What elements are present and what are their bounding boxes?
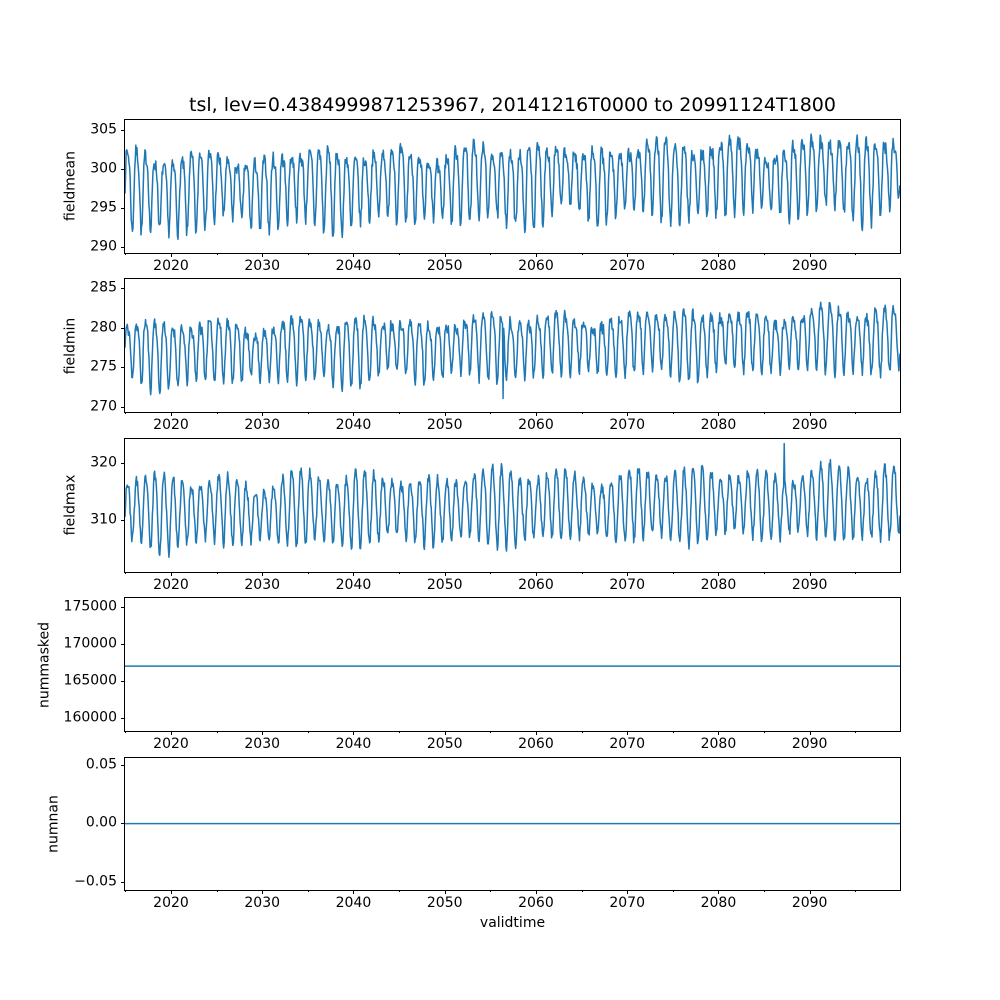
x-major-tick (171, 253, 172, 257)
x-minor-tick (764, 253, 765, 255)
x-minor-tick (490, 731, 491, 733)
x-minor-tick (217, 890, 218, 892)
x-major-tick (536, 572, 537, 576)
x-minor-tick (125, 731, 126, 733)
y-tick (121, 765, 125, 766)
y-tick (121, 367, 125, 368)
x-minor-tick (125, 890, 126, 892)
x-tick-label: 2060 (518, 257, 554, 274)
x-minor-tick (764, 412, 765, 414)
x-tick-label: 2020 (153, 895, 189, 912)
x-major-tick (353, 412, 354, 416)
y-axis-label-fieldmean: fieldmean (62, 151, 79, 222)
y-tick-label: 305 (90, 121, 117, 138)
y-tick-label: 0.00 (85, 814, 117, 831)
x-major-tick (718, 731, 719, 735)
x-minor-tick (490, 412, 491, 414)
y-axis-label-nummasked: nummasked (36, 621, 53, 708)
subplot-numnan (125, 758, 900, 891)
x-minor-tick (490, 253, 491, 255)
x-minor-tick (308, 890, 309, 892)
x-major-tick (445, 412, 446, 416)
x-major-tick (627, 412, 628, 416)
x-major-tick (353, 253, 354, 257)
x-minor-tick (673, 731, 674, 733)
x-tick-label: 2030 (244, 257, 281, 274)
x-tick-label: 2020 (153, 736, 189, 752)
x-tick-label: 2040 (335, 895, 372, 912)
x-tick-label: 2020 (153, 257, 189, 274)
y-tick-label: 165000 (63, 672, 117, 689)
x-minor-tick (673, 253, 674, 255)
x-minor-tick (399, 412, 400, 414)
figure-title: tsl, lev=0.4384999871253967, 20141216T0000 to 20991124T1800 (189, 94, 836, 116)
x-major-tick (536, 890, 537, 894)
y-tick (121, 407, 125, 408)
x-major-tick (445, 890, 446, 894)
x-major-tick (627, 253, 628, 257)
x-major-tick (627, 890, 628, 894)
x-minor-tick (582, 412, 583, 414)
x-minor-tick (490, 890, 491, 892)
y-tick (121, 208, 125, 209)
x-tick-label: 2060 (518, 576, 554, 593)
x-minor-tick (399, 731, 400, 733)
series-line-fieldmean (125, 134, 900, 239)
x-minor-tick (764, 572, 765, 574)
x-minor-tick (125, 412, 126, 414)
subplot-fieldmean (125, 120, 900, 253)
x-tick-label: 2030 (244, 895, 281, 912)
x-major-tick (627, 731, 628, 735)
y-axis-label-fieldmin: fieldmin (62, 317, 79, 375)
x-minor-tick (855, 890, 856, 892)
x-tick-label: 2040 (335, 417, 372, 434)
x-minor-tick (764, 890, 765, 892)
y-tick-label: 310 (90, 511, 117, 528)
x-major-tick (810, 731, 811, 735)
x-tick-label: 2090 (791, 576, 828, 593)
x-minor-tick (125, 572, 126, 574)
y-axis-label-fieldmax: fieldmax (62, 474, 79, 536)
y-tick (121, 607, 125, 608)
x-minor-tick (308, 572, 309, 574)
x-tick-label: 2090 (791, 895, 828, 912)
subplot-fieldmin (125, 279, 900, 412)
x-tick-label: 2070 (609, 417, 646, 434)
x-tick-label: 2070 (609, 895, 646, 912)
y-tick (121, 681, 125, 682)
x-tick-label: 2050 (426, 895, 463, 912)
x-axis-title: validtime (479, 915, 546, 931)
y-tick-label: 320 (90, 454, 117, 471)
x-major-tick (171, 572, 172, 576)
y-tick-label: 280 (90, 319, 117, 336)
x-major-tick (262, 412, 263, 416)
y-tick (121, 328, 125, 329)
x-minor-tick (855, 253, 856, 255)
x-minor-tick (582, 731, 583, 733)
x-major-tick (810, 412, 811, 416)
x-tick-label: 2050 (426, 417, 463, 434)
y-tick (121, 520, 125, 521)
x-tick-label: 2030 (244, 736, 281, 752)
x-major-tick (718, 253, 719, 257)
y-tick (121, 644, 125, 645)
subplot-nummasked (125, 598, 900, 731)
y-tick-label: 175000 (63, 598, 117, 615)
x-major-tick (810, 890, 811, 894)
x-minor-tick (217, 731, 218, 733)
x-tick-label: 2020 (153, 417, 189, 434)
x-major-tick (810, 253, 811, 257)
x-tick-label: 2050 (426, 257, 463, 274)
x-minor-tick (399, 572, 400, 574)
x-minor-tick (125, 253, 126, 255)
x-tick-label: 2060 (518, 417, 554, 434)
x-tick-label: 2070 (609, 736, 646, 752)
x-tick-label: 2040 (335, 257, 372, 274)
x-major-tick (536, 412, 537, 416)
x-tick-label: 2060 (518, 736, 554, 752)
x-tick-label: 2060 (518, 895, 554, 912)
x-major-tick (262, 731, 263, 735)
y-tick (121, 823, 125, 824)
x-minor-tick (490, 572, 491, 574)
x-tick-label: 2050 (426, 576, 463, 593)
x-tick-label: 2090 (791, 257, 828, 274)
x-tick-label: 2020 (153, 576, 189, 593)
x-minor-tick (217, 572, 218, 574)
x-minor-tick (582, 572, 583, 574)
x-major-tick (536, 731, 537, 735)
x-major-tick (353, 890, 354, 894)
y-tick-label: 170000 (63, 635, 117, 652)
x-major-tick (445, 253, 446, 257)
x-major-tick (627, 572, 628, 576)
x-minor-tick (764, 731, 765, 733)
y-tick (121, 130, 125, 131)
x-major-tick (171, 412, 172, 416)
x-major-tick (718, 890, 719, 894)
y-tick-label: 300 (90, 160, 117, 177)
x-tick-label: 2030 (244, 576, 281, 593)
x-tick-label: 2080 (700, 417, 737, 434)
x-major-tick (445, 572, 446, 576)
y-tick (121, 247, 125, 248)
series-line-fieldmax (125, 443, 900, 557)
y-tick (121, 882, 125, 883)
x-major-tick (262, 572, 263, 576)
x-minor-tick (855, 572, 856, 574)
x-major-tick (171, 731, 172, 735)
y-tick (121, 169, 125, 170)
subplot-fieldmax (125, 439, 900, 572)
y-tick (121, 288, 125, 289)
y-tick-label: 290 (90, 238, 117, 255)
x-major-tick (810, 572, 811, 576)
x-tick-label: 2070 (609, 576, 646, 593)
x-minor-tick (308, 253, 309, 255)
x-minor-tick (399, 253, 400, 255)
x-tick-label: 2040 (335, 736, 372, 752)
x-major-tick (262, 890, 263, 894)
x-minor-tick (217, 412, 218, 414)
x-major-tick (445, 731, 446, 735)
x-minor-tick (308, 412, 309, 414)
x-minor-tick (855, 731, 856, 733)
x-tick-label: 2090 (791, 417, 828, 434)
y-tick-label: 160000 (63, 709, 117, 726)
y-tick-label: 285 (90, 279, 117, 296)
x-major-tick (171, 890, 172, 894)
x-tick-label: 2050 (426, 736, 463, 752)
x-major-tick (718, 572, 719, 576)
x-major-tick (353, 731, 354, 735)
y-tick-label: 275 (90, 358, 117, 375)
x-tick-label: 2040 (335, 576, 372, 593)
y-axis-label-numnan: numnan (45, 795, 61, 853)
x-minor-tick (855, 412, 856, 414)
y-tick (121, 463, 125, 464)
x-minor-tick (308, 731, 309, 733)
x-major-tick (353, 572, 354, 576)
x-tick-label: 2070 (609, 257, 646, 274)
x-minor-tick (582, 890, 583, 892)
x-minor-tick (217, 253, 218, 255)
x-minor-tick (673, 572, 674, 574)
x-tick-label: 2030 (244, 417, 281, 434)
x-minor-tick (399, 890, 400, 892)
y-tick-label: 0.05 (85, 756, 117, 773)
x-minor-tick (673, 890, 674, 892)
x-tick-label: 2080 (700, 576, 737, 593)
x-tick-label: 2080 (700, 736, 737, 752)
y-tick-label: 295 (90, 199, 117, 216)
x-tick-label: 2080 (700, 257, 737, 274)
x-minor-tick (582, 253, 583, 255)
series-line-fieldmin (125, 303, 900, 399)
x-minor-tick (673, 412, 674, 414)
x-tick-label: 2080 (700, 895, 737, 912)
x-major-tick (262, 253, 263, 257)
x-major-tick (718, 412, 719, 416)
y-tick (121, 718, 125, 719)
x-tick-label: 2090 (791, 736, 828, 752)
x-major-tick (536, 253, 537, 257)
y-tick-label: −0.05 (74, 873, 117, 890)
y-tick-label: 270 (90, 398, 117, 415)
